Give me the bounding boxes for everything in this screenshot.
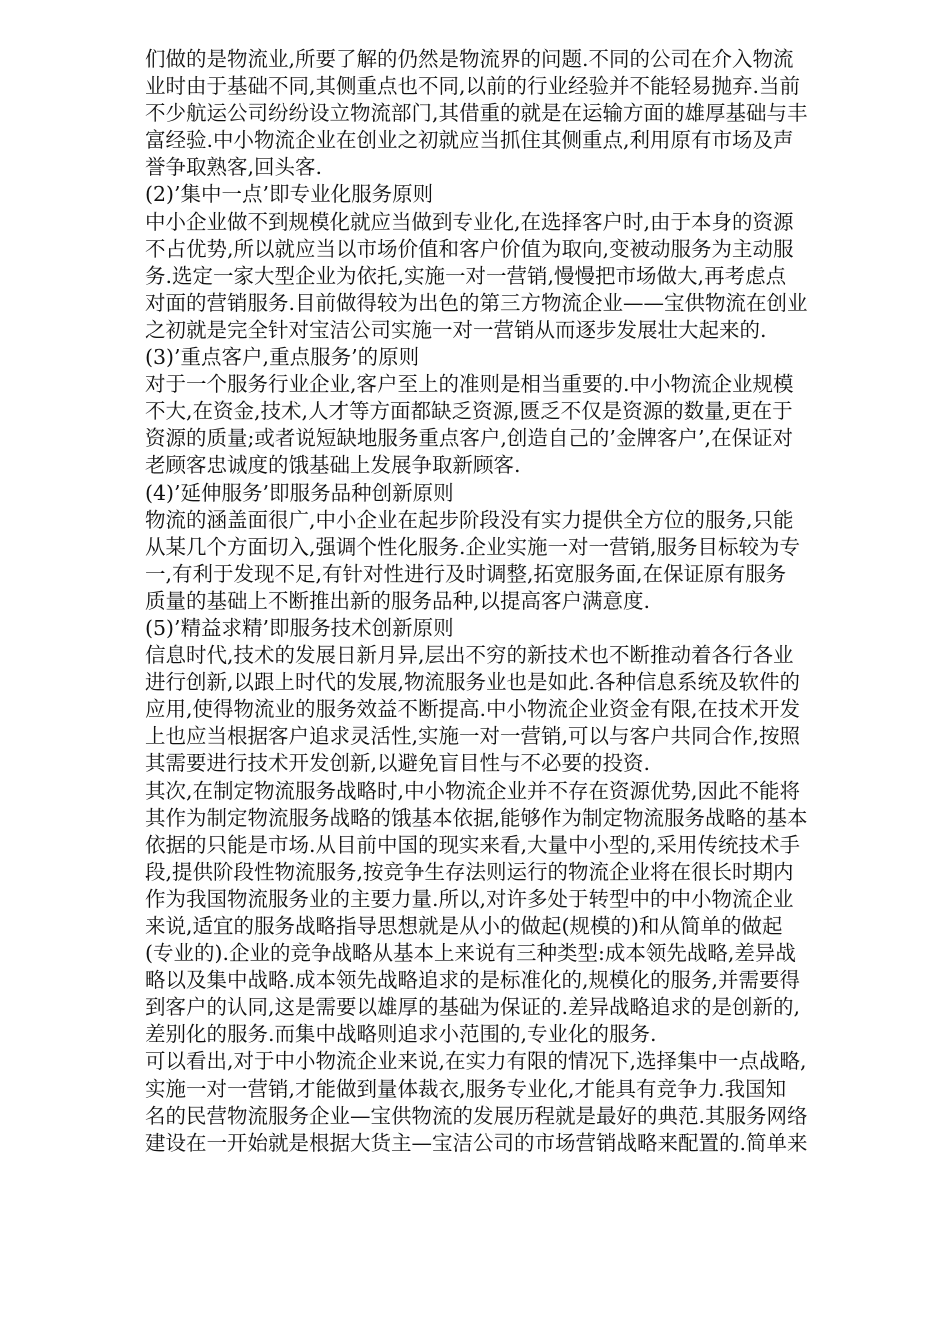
text-line: 中小企业做不到规模化就应当做到专业化,在选择客户时,由于本身的资源 [145,209,794,234]
text-line: 其次,在制定物流服务战略时,中小物流企业并不存在资源优势,因此不能将 [145,778,801,803]
text-line: (专业的).企业的竞争战略从基本上来说有三种类型:成本领先战略,差异战 [145,941,796,966]
text-line: 可以看出,对于中小物流企业来说,在实力有限的情况下,选择集中一点战略, [145,1049,807,1074]
text-line: 进行创新,以跟上时代的发展,物流服务业也是如此.各种信息系统及软件的 [145,670,801,695]
text-line: 名的民营物流服务企业—宝供物流的发展历程就是最好的典范.其服务网络 [145,1103,808,1128]
text-line: 建设在一开始就是根据大货主—宝洁公司的市场营销战略来配置的.简单来 [145,1130,808,1155]
text-line: 富经验.中小物流企业在创业之初就应当抓住其侧重点,利用原有市场及声 [145,128,794,153]
text-line: 其需要进行技术开发创新,以避免盲目性与不必要的投资. [145,751,651,776]
section-heading: (2)’集中一点’即专业化服务原则 [145,182,434,207]
text-line: 誉争取熟客,回头客. [145,155,323,180]
text-line: 应用,使得物流业的服务效益不断提高.中小物流企业资金有限,在技术开发 [145,697,801,722]
text-line: 务.选定一家大型企业为依托,实施一对一营销,慢慢把市场做大,再考虑点 [145,263,787,288]
text-line: 实施一对一营销,才能做到量体裁衣,服务专业化,才能具有竞争力.我国知 [145,1076,787,1101]
text-line: 资源的质量;或者说短缺地服务重点客户,创造自己的’金牌客户’,在保证对 [145,426,793,451]
text-line: 到客户的认同,这是需要以雄厚的基础为保证的.差异战略追求的是创新的, [145,995,801,1020]
text-line: 其作为制定物流服务战略的饿基本依据,能够作为制定物流服务战略的基本 [145,805,808,830]
text-line: 依据的只能是市场.从目前中国的现实来看,大量中小型的,采用传统技术手 [145,832,801,857]
text-line: 一,有利于发现不足,有针对性进行及时调整,拓宽服务面,在保证原有服务 [145,561,787,586]
text-line: 信息时代,技术的发展日新月异,层出不穷的新技术也不断推动着各行各业 [145,643,794,668]
text-line: 物流的涵盖面很广,中小企业在起步阶段没有实力提供全方位的服务,只能 [145,507,794,532]
section-heading: (4)’延伸服务’即服务品种创新原则 [145,480,454,505]
text-line: 之初就是完全针对宝洁公司实施一对一营销从而逐步发展壮大起来的. [145,317,767,342]
text-line: 对于一个服务行业企业,客户至上的准则是相当重要的.中小物流企业规模 [145,372,794,397]
section-heading: (3)’重点客户,重点服务’的原则 [145,345,420,370]
text-line: 不占优势,所以就应当以市场价值和客户价值为取向,变被动服务为主动服 [145,236,794,261]
text-line: 不大,在资金,技术,人才等方面都缺乏资源,匮乏不仅是资源的数量,更在于 [145,399,793,424]
text-line: 略以及集中战略.成本领先战略追求的是标准化的,规模化的服务,并需要得 [145,968,801,993]
text-line: 来说,适宜的服务战略指导思想就是从小的做起(规模的)和从简单的做起 [145,914,783,938]
text-line: 们做的是物流业,所要了解的仍然是物流界的问题.不同的公司在介入物流 [145,47,794,71]
section-heading: (5)’精益求精’即服务技术创新原则 [145,615,454,640]
text-line: 不少航运公司纷纷设立物流部门,其借重的就是在运输方面的雄厚基础与丰 [145,101,808,126]
text-line: 老顾客忠诚度的饿基础上发展争取新顾客. [145,453,521,478]
text-line: 差别化的服务.而集中战略则追求小范围的,专业化的服务. [145,1022,657,1047]
text-line: 从某几个方面切入,强调个性化服务.企业实施一对一营销,服务目标较为专 [145,534,801,559]
document-body [145,46,880,1157]
text-line: 上也应当根据客户追求灵活性,实施一对一营销,可以与客户共同合作,按照 [145,724,801,749]
text-line: 质量的基础上不断推出新的服务品种,以提高客户满意度. [145,588,651,613]
text-line: 对面的营销服务.目前做得较为出色的第三方物流企业——宝供物流在创业 [145,290,808,315]
text-line: 段,提供阶段性物流服务,按竞争生存法则运行的物流企业将在很长时期内 [145,859,794,884]
text-line: 业时由于基础不同,其侧重点也不同,以前的行业经验并不能轻易抛弃.当前 [145,74,801,99]
text-line: 作为我国物流服务业的主要力量.所以,对许多处于转型中的中小物流企业 [145,886,794,911]
